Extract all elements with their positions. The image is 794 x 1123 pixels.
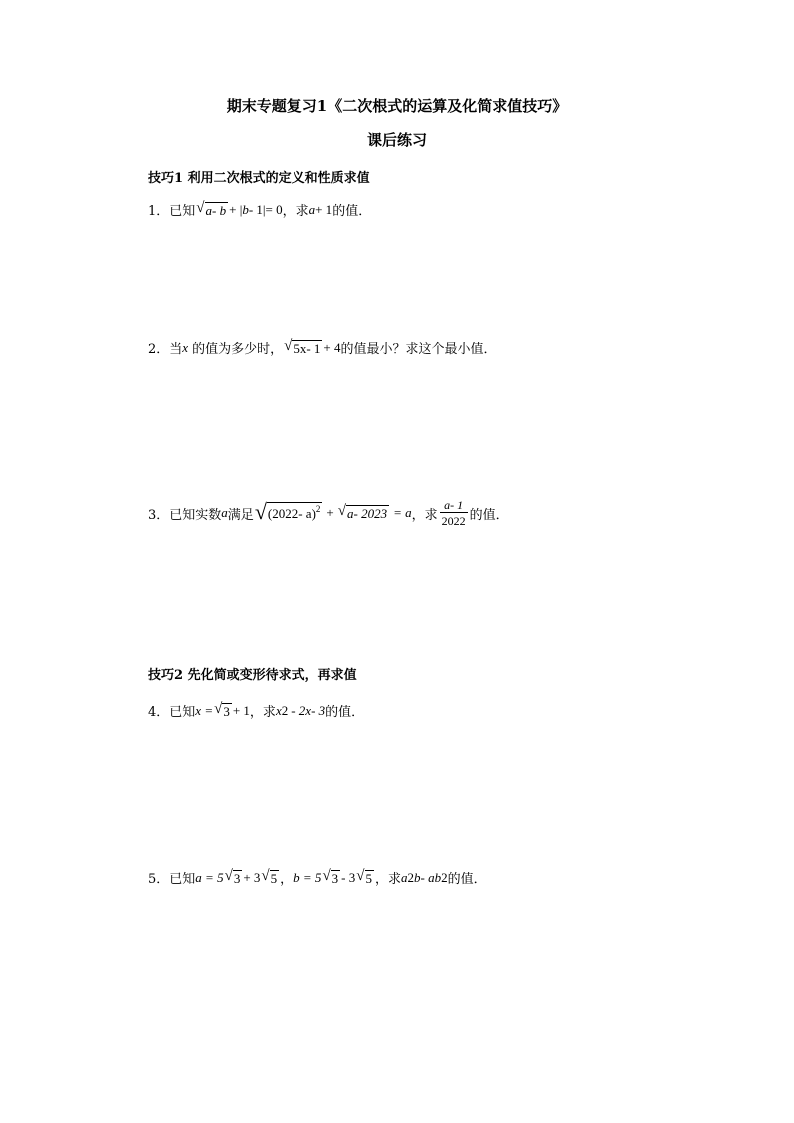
radicand [267,502,323,524]
math-variable: x [182,339,189,355]
math-text: x = [195,702,214,718]
radical-sign: √ [322,867,331,884]
radical-sign: √ [284,337,293,354]
problem-text: ，求 [375,872,402,887]
problem-4: 4． 已知 x = √ 3 + 1 ，求 x 2 - 2x- 3 的值． [148,700,365,720]
sqrt-expression [196,199,228,218]
sqrt-expression [322,867,340,886]
problem-number: 5． [148,872,170,887]
problem-text: 满足 [227,507,254,523]
section-heading-1: 技巧1 利用二次根式的定义和性质求值 [148,171,370,186]
problem-text: 的值． [325,705,365,720]
math-text: = a [393,505,412,520]
math-variable: a [401,869,408,885]
math-text: + 1 [315,201,333,217]
radicand: 3 [223,703,230,719]
problem-text: 的值最小？求这个最小值． [340,342,497,357]
radicand: a- b [205,202,227,218]
page-title: 期末专题复习1《二次根式的运算及化简求值技巧》 [226,97,568,115]
problem-text: 已知 [169,872,196,887]
exponent: 2 [315,504,321,514]
radical-sign: √ [261,867,270,884]
radical-sign: √ [214,700,223,717]
radicand: 5 [365,870,372,886]
sqrt-expression [261,867,279,886]
sqrt-expression [214,700,232,719]
problem-text: ，求 [282,204,309,219]
radicand: 5x- 1 [293,340,321,356]
radical-sign: √ [224,867,233,884]
problem-text: 的值为多少时， [192,342,284,357]
problem-text: ， [280,872,294,887]
problem-2 [148,338,497,357]
problem-text: 已知 [169,204,196,219]
sqrt-expression [338,505,389,521]
math-text: + 3 [243,869,261,885]
math-text: - 3 [341,869,356,885]
radicand: a- 2023 [346,506,388,521]
math-text: + [326,505,334,520]
math-text: + 4 [323,339,341,355]
radical-sign: √ [337,503,346,519]
sqrt-expression [356,867,374,886]
radical-sign: √ [196,199,205,216]
problem-number: 3． [148,507,170,523]
problem-text: 的值． [469,507,509,523]
math-text: - 2x- 3 [291,702,326,718]
problem-number: 1． [148,204,170,219]
problem-text: ，求 [249,705,276,720]
numerator: a- 1 [444,498,464,512]
problem-text: ，求 [411,507,438,523]
math-variable: a [308,201,316,217]
radical-sign: √ [254,499,267,524]
radicand: 3 [331,870,339,886]
problem-text: 已知 [169,705,196,720]
problem-text: 的值． [447,872,487,887]
radicand: 3 [233,870,241,886]
radicand: 5 [270,870,278,886]
math-variable: x [275,702,282,718]
sqrt-expression [224,867,243,886]
page-subtitle: 课后练习 [366,131,427,149]
radicand-base: (2022- a) [267,506,316,521]
problem-text: 的值． [332,204,372,219]
fraction [440,498,468,528]
math-text: b- ab [414,869,442,885]
math-text: - 1|= 0 [248,201,283,217]
math-text: + 1 [232,702,250,718]
section-heading-2: 技巧2 先化简或变形待求式，再求值 [148,668,357,683]
math-text: b = 5 [293,869,322,885]
problem-text: 已知实数 [169,507,222,523]
problem-text: 当 [169,342,183,357]
denominator: 2022 [441,514,466,528]
math-variable: a [221,505,228,520]
sqrt-expression [254,499,323,524]
problem-number: 2． [148,342,170,357]
math-text: a = 5 [195,869,224,885]
problem-3 [148,498,509,528]
radical-sign: √ [356,867,365,884]
problem-5: 5． 已知 a = 5 √ 3 + 3 √ 5 ， b = 5 √ 3 - 3 √ 5 ，求 a 2 b- ab 2 的值． [148,867,487,887]
problem-number: 4． [148,705,170,720]
problem-1 [148,200,371,219]
math-variable: b [242,201,249,217]
sqrt-expression [284,337,322,356]
math-text: + | [229,201,243,217]
